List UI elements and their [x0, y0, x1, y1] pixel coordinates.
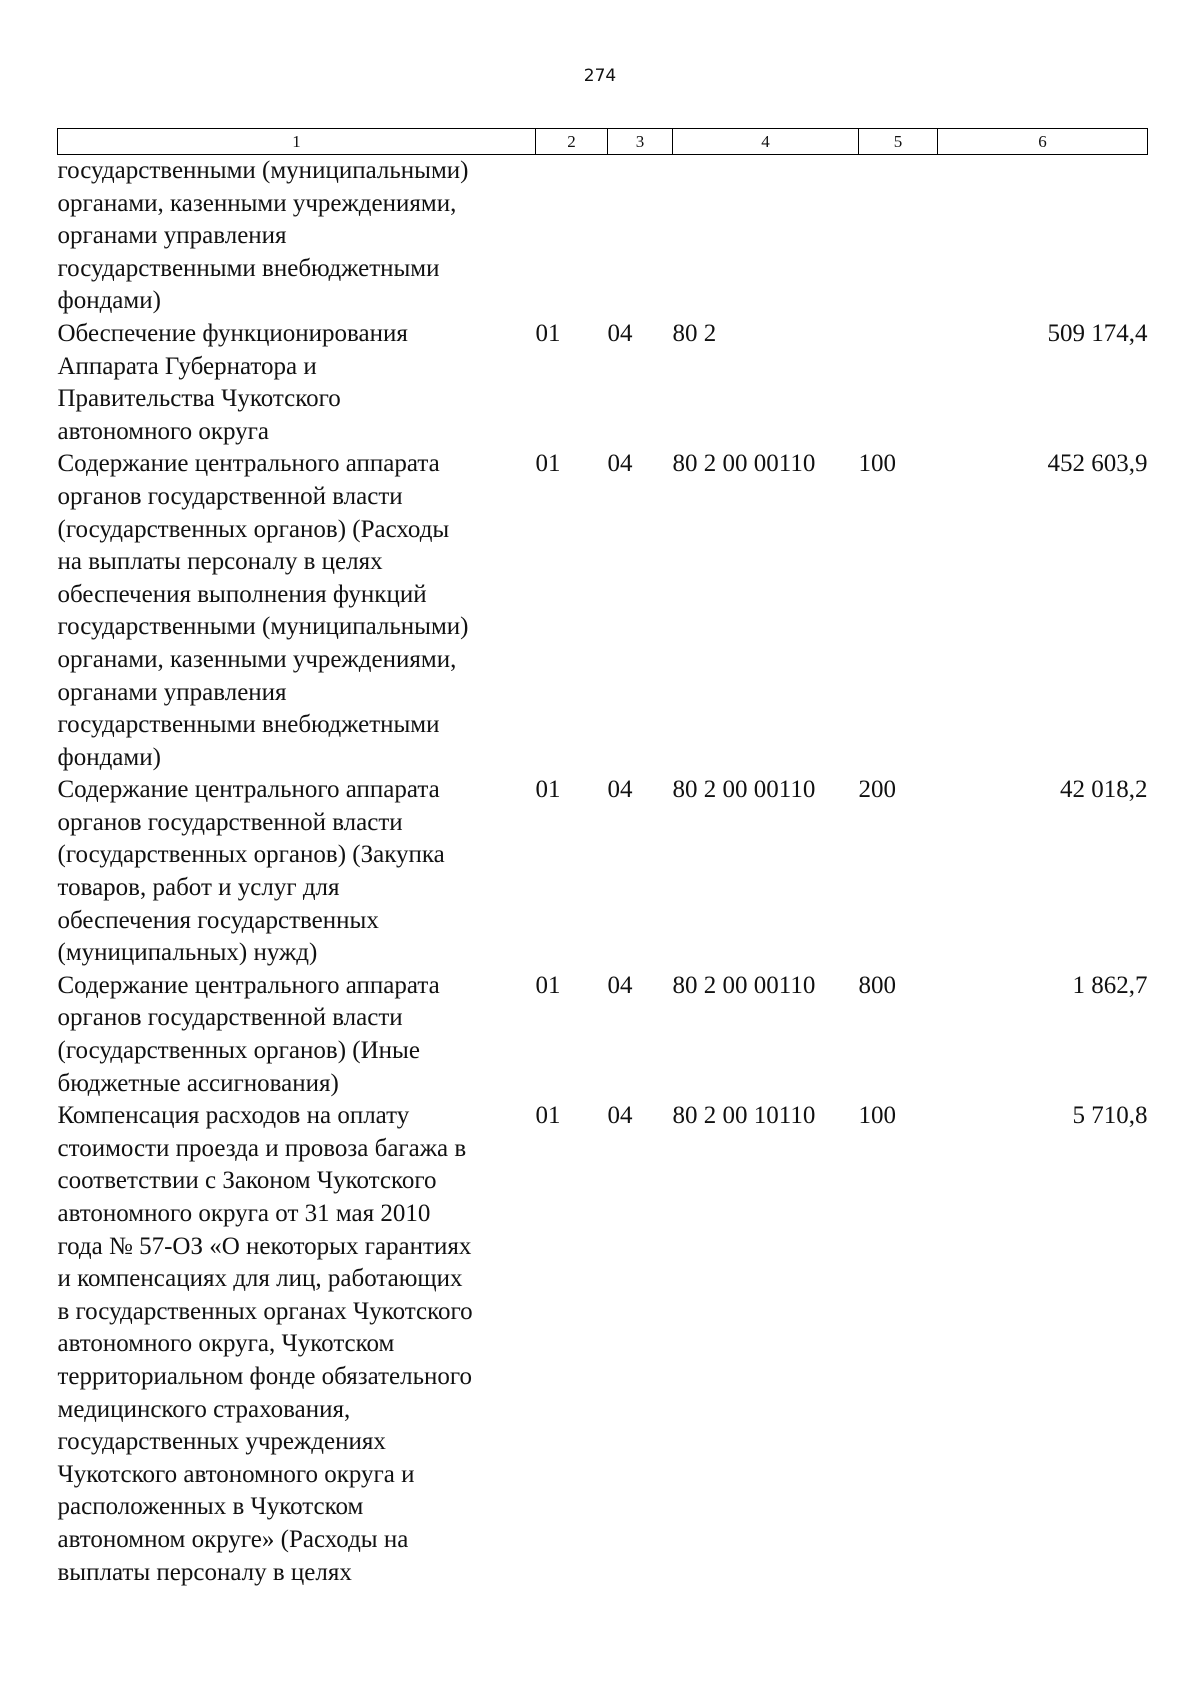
row-subsection: 04 — [607, 971, 633, 999]
row-expense-type: 100 — [858, 450, 896, 478]
row-amount: 452 603,9 — [1047, 450, 1148, 478]
row-target-article: 80 2 — [672, 319, 717, 347]
row-description: Содержание центрального аппарата органов государственной власти (государственных органов) (Иные бюджетные ассигнования) — [57, 971, 440, 1097]
table-row — [58, 1100, 1148, 1589]
row-section — [536, 155, 608, 318]
table-row — [58, 970, 1148, 1100]
column-header: 6 — [938, 129, 1148, 155]
row-expense-type: 800 — [858, 971, 896, 999]
row-expense-type: 100 — [858, 1102, 896, 1130]
row-subsection: 04 — [607, 776, 633, 804]
column-header: 3 — [608, 129, 673, 155]
column-header: 5 — [859, 129, 938, 155]
row-expense-type — [859, 318, 938, 448]
column-header: 2 — [536, 129, 608, 155]
row-description: Содержание центрального аппарата органов государственной власти (государственных органов) (Расходы на выплаты персоналу в целях обеспечения выполнения функций государственными (муниципальными) органами, казенными учреждениями, органами управления государственными внебюджетными фондами) — [57, 450, 469, 771]
row-section: 01 — [535, 450, 561, 478]
row-section: 01 — [535, 319, 561, 347]
table-row — [58, 448, 1148, 774]
budget-table — [57, 128, 1148, 1589]
table-row — [58, 318, 1148, 448]
row-amount: 1 862,7 — [1072, 971, 1148, 999]
table-row — [58, 774, 1148, 970]
row-target-article — [673, 155, 859, 318]
column-header: 1 — [58, 129, 536, 155]
row-description: Содержание центрального аппарата органов государственной власти (государственных органов) (Закупка товаров, работ и услуг для обеспечения государственных (муниципальных) нужд) — [57, 776, 445, 967]
row-target-article: 80 2 00 00110 — [672, 450, 816, 478]
row-amount — [938, 155, 1148, 318]
page-number: 274 — [583, 66, 617, 86]
row-section: 01 — [535, 776, 561, 804]
row-amount: 5 710,8 — [1072, 1102, 1148, 1130]
row-section: 01 — [535, 1102, 561, 1130]
column-header: 4 — [673, 129, 859, 155]
table-row — [58, 155, 1148, 318]
row-subsection: 04 — [607, 1102, 633, 1130]
row-subsection — [608, 155, 673, 318]
row-expense-type — [859, 155, 938, 318]
row-target-article: 80 2 00 10110 — [672, 1102, 816, 1130]
row-description: государственными (муниципальными) органами, казенными учреждениями, органами управления государственными внебюджетными фондами) — [57, 157, 469, 315]
row-target-article: 80 2 00 00110 — [672, 971, 816, 999]
row-expense-type: 200 — [858, 776, 896, 804]
row-subsection: 04 — [607, 450, 633, 478]
row-amount: 42 018,2 — [1060, 776, 1148, 804]
row-target-article: 80 2 00 00110 — [672, 776, 816, 804]
row-amount: 509 174,4 — [1047, 319, 1148, 347]
row-subsection: 04 — [607, 319, 633, 347]
row-description: Обеспечение функционирования Аппарата Губернатора и Правительства Чукотского автономного округа — [57, 319, 408, 445]
row-section: 01 — [535, 971, 561, 999]
row-description: Компенсация расходов на оплату стоимости проезда и провоза багажа в соответствии с Законом Чукотского автономного округа от 31 мая 2010 года № 57-ОЗ «О некоторых гарантиях и компенсациях для лиц, работающих в государственных органах Чукотского автономного округа, Чукотском территориальном фонде обязательного медицинского страхования, государственных учреждениях Чукотского автономного округа и расположенных в Чукотском автономном округе» (Расходы на выплаты персоналу в целях — [57, 1102, 473, 1586]
header-row — [58, 129, 1148, 155]
